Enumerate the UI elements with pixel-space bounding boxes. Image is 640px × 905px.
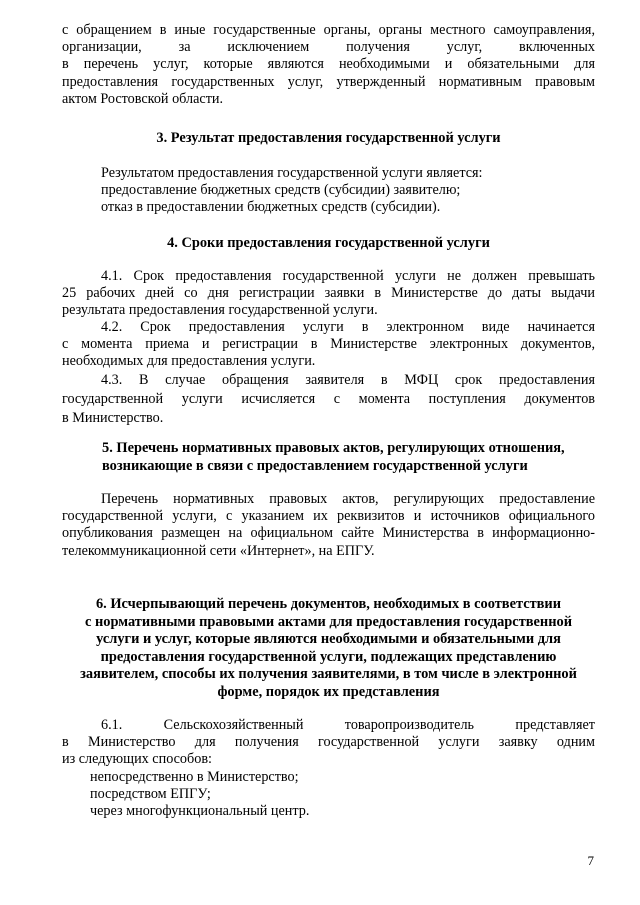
list-item: посредством ЕПГУ; — [90, 785, 211, 802]
text-line: актом Ростовской области. — [62, 90, 224, 107]
text-line: опубликования размещен на официальном сайте Министерства в информационно- — [62, 525, 595, 542]
section-4-p2 — [62, 319, 595, 371]
text-line: предоставление бюджетных средств (субсидии) заявителю; — [101, 182, 461, 199]
text-line: Перечень нормативных правовых актов, регулирующих предоставление — [101, 491, 595, 507]
text-line: Результатом предоставления государственной услуги является: — [101, 165, 483, 181]
section-5-body — [62, 491, 595, 560]
section-4-p3 — [62, 371, 595, 428]
text-line: 6.1. Сельскохозяйственный товаропроизводитель представляет — [101, 717, 595, 733]
text-line: в перечень услуг, которые являются необходимыми и обязательными для — [62, 56, 595, 73]
text-line: государственной услуги исчисляется с момента поступления документов — [62, 391, 595, 407]
section-5-heading: 5. Перечень нормативных правовых актов, регулирующих отношения, возникающие в связи с предоставлением государственной услуги — [102, 440, 565, 474]
list-item: через многофункциональный центр. — [90, 803, 310, 820]
page-number: 7 — [587, 853, 594, 868]
text-line: 25 рабочих дней со дня регистрации заявки в Министерстве до даты выдачи — [62, 285, 595, 302]
list-item: непосредственно в Министерство; — [90, 768, 299, 785]
text-line: с момента приема и регистрации в Министерстве электронных документов, — [62, 336, 595, 353]
section-6-p1 — [62, 717, 595, 820]
section-3-heading: 3. Результат предоставления государственной услуги — [156, 130, 501, 146]
text-line: телекоммуникационной сети «Интернет», на ЕПГУ. — [62, 542, 375, 559]
section-4-heading: 4. Сроки предоставления государственной услуги — [167, 235, 490, 251]
text-line: в Министерство. — [62, 410, 164, 426]
section-4-p1 — [62, 268, 595, 320]
text-line: организации, за исключением получения услуг, включенных — [62, 39, 595, 56]
intro-paragraph — [62, 22, 595, 108]
text-line: 4.2. Срок предоставления услуги в электронном виде начинается — [101, 319, 595, 335]
text-line: необходимых для предоставления услуги. — [62, 353, 316, 370]
text-line: отказ в предоставлении бюджетных средств (субсидии). — [101, 199, 441, 216]
text-line: 4.1. Срок предоставления государственной услуги не должен превышать — [101, 268, 595, 284]
text-line: в Министерство для получения государственной услуги заявку одним — [62, 734, 595, 751]
text-line: из следующих способов: — [62, 751, 212, 768]
text-line: результата предоставления государственной услуги. — [62, 302, 378, 319]
text-line: 4.3. В случае обращения заявителя в МФЦ срок предоставления — [101, 372, 595, 388]
section-6-heading: 6. Исчерпывающий перечень документов, необходимых в соответствии с нормативными правовыми актами для предоставления государственной услуги и услуг, которые являются необходимыми и обязательными для предоставления государственной услуги, подлежащих представлению заявителем, способы их получения заявителями, в том числе в электронной форме, порядок их представления — [80, 596, 577, 700]
text-line: государственной услуги, с указанием их реквизитов и источников официального — [62, 508, 595, 525]
section-3-body — [62, 165, 595, 217]
text-line: предоставления государственных услуг, утвержденный нормативным правовым — [62, 73, 595, 90]
text-line: с обращением в иные государственные органы, органы местного самоуправления, — [62, 22, 595, 38]
